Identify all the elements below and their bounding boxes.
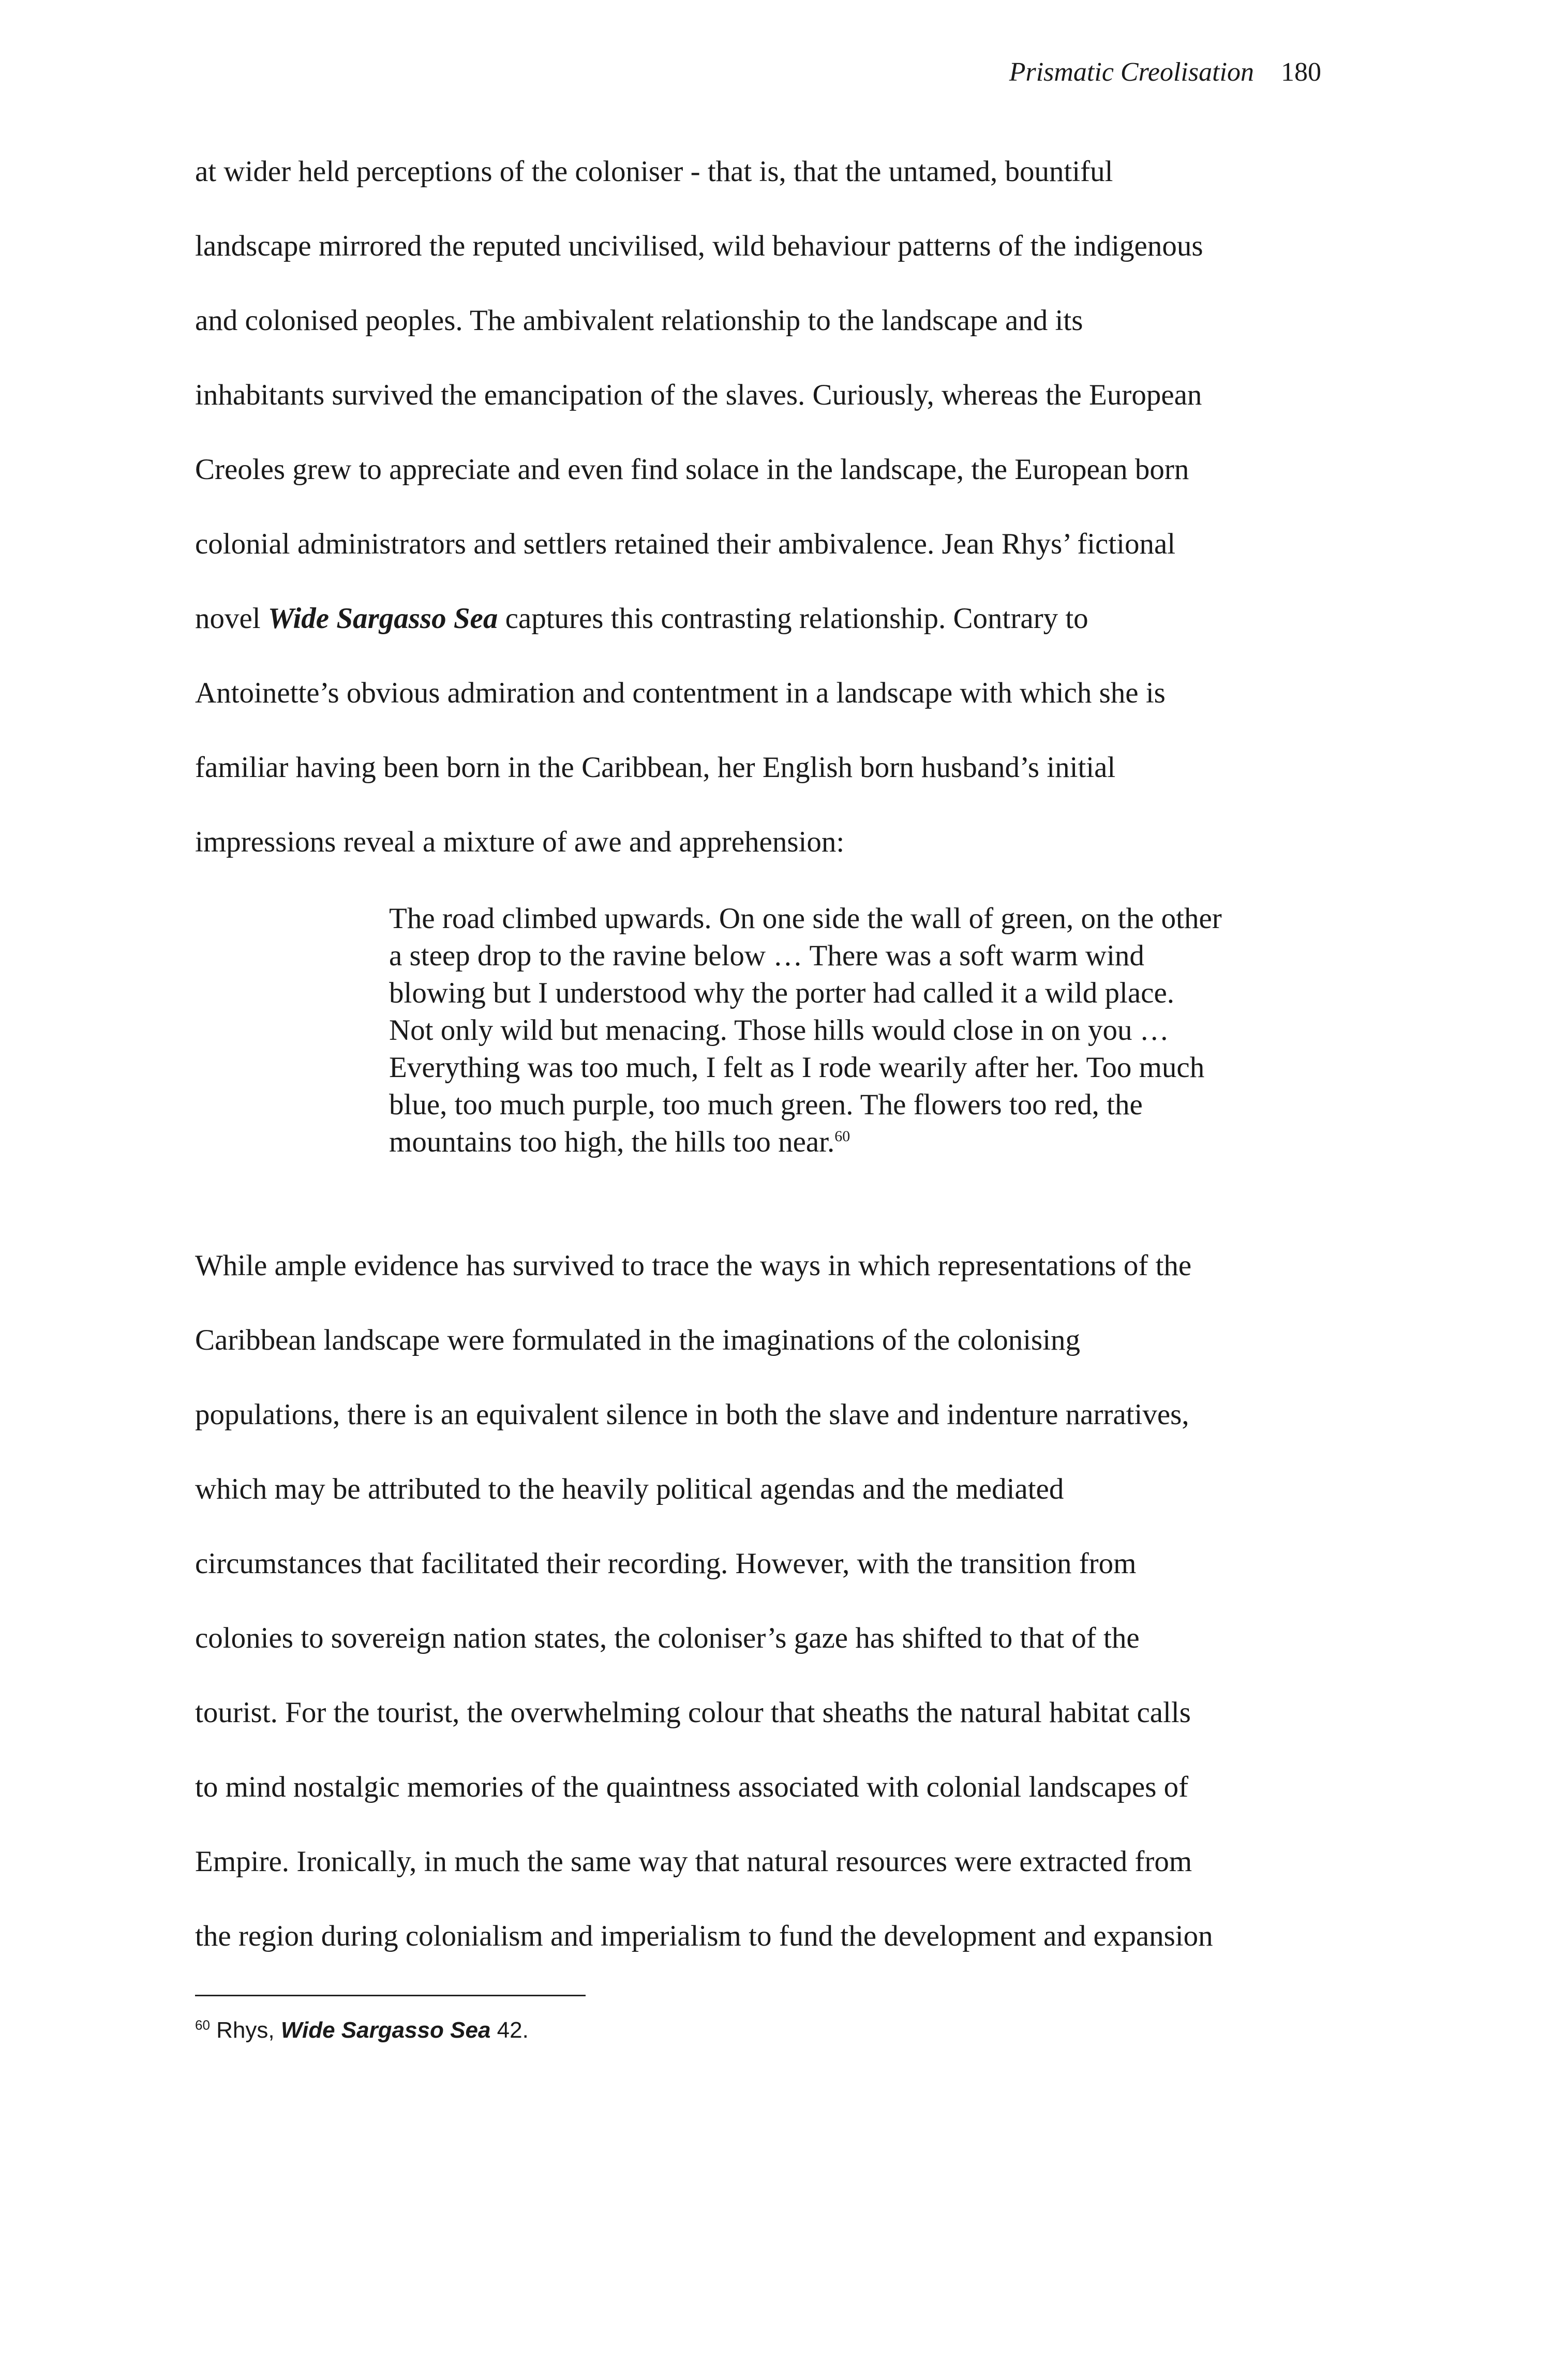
footnote [195, 2015, 529, 2046]
text-line: tourist. For the tourist, the overwhelming colour that sheaths the natural habitat calls [195, 1696, 1191, 1729]
quote-line: blowing but I understood why the porter had called it a wild place. [389, 977, 1175, 1009]
text-line: familiar having been born in the Caribbean, her English born husband’s initial [195, 751, 1116, 784]
running-title: Prismatic Creolisation [1009, 57, 1254, 87]
text-fragment: mountains too high, the hills too near. [389, 1126, 835, 1158]
text-line: Caribbean landscape were formulated in the imaginations of the colonising [195, 1324, 1081, 1356]
footnote-number: 60 [195, 2017, 210, 2033]
block-quote [389, 900, 1331, 1161]
text-line: landscape mirrored the reputed uncivilised, wild behaviour patterns of the indigenous [195, 230, 1203, 262]
footnote-page: 42. [490, 2018, 529, 2043]
running-header [1009, 54, 1321, 91]
quote-line: Everything was too much, I felt as I rode wearily after her. Too much [389, 1051, 1205, 1084]
quote-line: blue, too much purple, too much green. The flowers too red, the [389, 1088, 1143, 1121]
quote-line [389, 1124, 1331, 1161]
footnote-divider [195, 1995, 586, 1996]
text-line [195, 581, 1333, 656]
text-line: at wider held perceptions of the coloniser - that is, that the untamed, bountiful [195, 155, 1113, 188]
text-line: Creoles grew to appreciate and even find solace in the landscape, the European born [195, 453, 1189, 486]
text-line: colonial administrators and settlers retained their ambivalence. Jean Rhys’ fictional [195, 528, 1176, 560]
text-line: which may be attributed to the heavily political agendas and the mediated [195, 1473, 1064, 1505]
text-line: and colonised peoples. The ambivalent relationship to the landscape and its [195, 304, 1083, 337]
paragraph-1 [195, 135, 1333, 879]
text-line: impressions reveal a mixture of awe and apprehension: [195, 826, 845, 858]
paragraph-2 [195, 1229, 1333, 1974]
quote-line: The road climbed upwards. On one side the wall of green, on the other [389, 902, 1222, 935]
text-line: While ample evidence has survived to trace the ways in which representations of the [195, 1249, 1192, 1282]
text-line: circumstances that facilitated their recording. However, with the transition from [195, 1547, 1137, 1580]
text-line: inhabitants survived the emancipation of the slaves. Curiously, whereas the European [195, 379, 1202, 411]
quote-line: a steep drop to the ravine below … There was a soft warm wind [389, 939, 1144, 972]
text-line: the region during colonialism and imperialism to fund the development and expansion [195, 1920, 1213, 1952]
footnote-author: Rhys, [216, 2018, 281, 2043]
book-title: Wide Sargasso Sea [267, 602, 498, 635]
page-number: 180 [1281, 57, 1321, 87]
text-line: Empire. Ironically, in much the same way that natural resources were extracted from [195, 1845, 1192, 1878]
text-line: colonies to sovereign nation states, the coloniser’s gaze has shifted to that of the [195, 1622, 1140, 1654]
quote-line: Not only wild but menacing. Those hills would close in on you … [389, 1014, 1169, 1047]
text-line: populations, there is an equivalent silence in both the slave and indenture narratives, [195, 1398, 1189, 1431]
text-line: to mind nostalgic memories of the quaintness associated with colonial landscapes of [195, 1771, 1189, 1803]
footnote-reference[interactable]: 60 [834, 1128, 850, 1145]
text-fragment: novel [195, 602, 268, 635]
text-line: Antoinette’s obvious admiration and contentment in a landscape with which she is [195, 677, 1166, 709]
text-fragment: captures this contrasting relationship. Contrary to [498, 602, 1088, 635]
footnote-title: Wide Sargasso Sea [280, 2018, 491, 2043]
